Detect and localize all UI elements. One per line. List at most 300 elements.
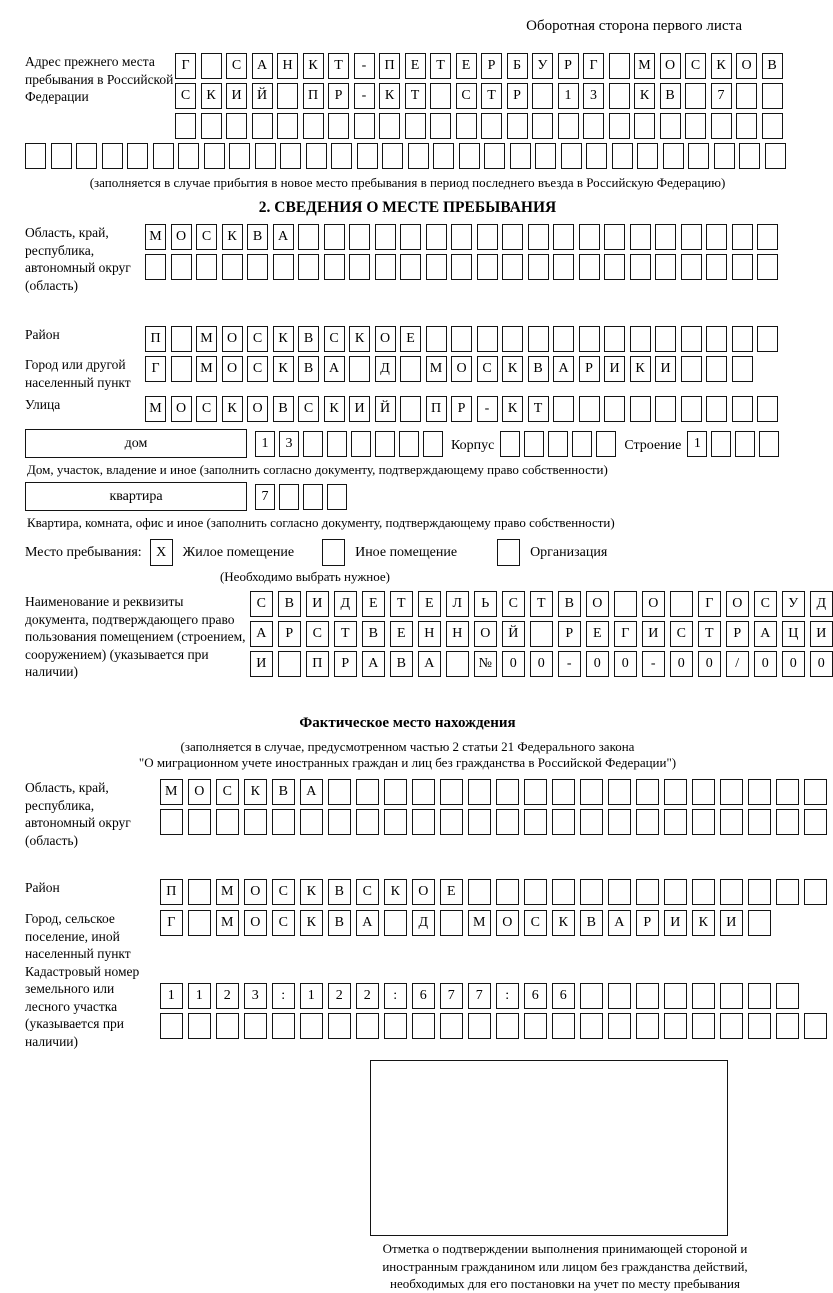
char-cell[interactable] [630,254,651,280]
char-cell[interactable]: И [250,651,273,677]
char-cell[interactable] [51,143,72,169]
char-cell[interactable] [356,809,379,835]
char-cell[interactable] [456,113,477,139]
char-cell[interactable] [278,651,301,677]
char-cell[interactable]: О [222,356,243,382]
char-cell[interactable]: Г [698,591,721,617]
char-cell[interactable]: Е [586,621,609,647]
char-cell[interactable]: А [356,910,379,936]
char-cell[interactable] [532,113,553,139]
char-cell[interactable]: И [664,910,687,936]
char-cell[interactable]: Е [418,591,441,617]
char-cell[interactable]: С [272,910,295,936]
char-cell[interactable] [664,1013,687,1039]
char-cell[interactable] [655,254,676,280]
char-cell[interactable] [298,224,319,250]
char-cell[interactable]: Р [278,621,301,647]
char-cell[interactable]: Е [456,53,477,79]
char-cell[interactable] [303,431,323,457]
char-cell[interactable] [510,143,531,169]
char-cell[interactable] [507,113,528,139]
char-cell[interactable]: В [762,53,783,79]
char-cell[interactable] [384,910,407,936]
char-cell[interactable]: В [328,910,351,936]
char-cell[interactable]: П [306,651,329,677]
char-cell[interactable]: М [145,224,166,250]
char-cell[interactable]: В [272,779,295,805]
char-cell[interactable]: 3 [244,983,267,1009]
char-cell[interactable] [685,83,706,109]
char-cell[interactable] [681,224,702,250]
char-cell[interactable]: К [222,396,243,422]
char-cell[interactable] [636,983,659,1009]
char-cell[interactable] [748,983,771,1009]
char-cell[interactable]: Р [558,621,581,647]
char-cell[interactable]: К [711,53,732,79]
char-cell[interactable]: С [196,396,217,422]
char-cell[interactable]: С [250,591,273,617]
char-cell[interactable]: И [810,621,833,647]
char-cell[interactable]: О [244,879,267,905]
char-cell[interactable] [655,326,676,352]
char-cell[interactable]: 6 [412,983,435,1009]
char-cell[interactable] [451,224,472,250]
char-cell[interactable]: В [528,356,549,382]
char-cell[interactable] [349,224,370,250]
char-cell[interactable]: 1 [300,983,323,1009]
char-cell[interactable] [664,809,687,835]
char-cell[interactable] [757,224,778,250]
char-cell[interactable]: В [298,356,319,382]
char-cell[interactable]: 0 [670,651,693,677]
char-cell[interactable]: К [222,224,243,250]
char-cell[interactable] [748,910,771,936]
char-cell[interactable] [660,113,681,139]
char-cell[interactable] [502,224,523,250]
char-cell[interactable] [102,143,123,169]
char-cell[interactable] [226,113,247,139]
char-cell[interactable] [664,879,687,905]
char-cell[interactable] [692,809,715,835]
char-cell[interactable] [247,254,268,280]
char-cell[interactable] [604,254,625,280]
char-cell[interactable]: А [608,910,631,936]
char-cell[interactable] [171,254,192,280]
char-cell[interactable] [328,1013,351,1039]
char-cell[interactable]: - [477,396,498,422]
char-cell[interactable]: С [670,621,693,647]
char-cell[interactable] [630,326,651,352]
char-cell[interactable] [579,326,600,352]
char-cell[interactable]: С [216,779,239,805]
char-cell[interactable]: Г [614,621,637,647]
char-cell[interactable] [720,983,743,1009]
char-cell[interactable] [757,396,778,422]
char-cell[interactable]: 2 [328,983,351,1009]
char-cell[interactable] [468,1013,491,1039]
char-cell[interactable] [530,621,553,647]
char-cell[interactable]: К [273,356,294,382]
char-cell[interactable] [580,779,603,805]
char-cell[interactable]: Й [252,83,273,109]
char-cell[interactable] [400,254,421,280]
char-cell[interactable] [426,326,447,352]
char-cell[interactable] [637,143,658,169]
char-cell[interactable]: 2 [356,983,379,1009]
char-cell[interactable] [757,326,778,352]
char-cell[interactable] [327,484,347,510]
char-cell[interactable]: М [468,910,491,936]
char-cell[interactable]: Р [636,910,659,936]
char-cell[interactable] [732,326,753,352]
char-cell[interactable] [612,143,633,169]
char-cell[interactable] [608,879,631,905]
char-cell[interactable] [765,143,786,169]
char-cell[interactable] [804,879,827,905]
char-cell[interactable]: В [362,621,385,647]
char-cell[interactable] [735,431,755,457]
char-cell[interactable]: О [474,621,497,647]
char-cell[interactable]: К [379,83,400,109]
char-cell[interactable] [356,779,379,805]
char-cell[interactable]: С [272,879,295,905]
char-cell[interactable]: К [300,910,323,936]
char-cell[interactable] [399,431,419,457]
char-cell[interactable]: А [418,651,441,677]
char-cell[interactable] [706,326,727,352]
char-cell[interactable] [524,779,547,805]
char-cell[interactable]: Е [400,326,421,352]
char-cell[interactable] [579,396,600,422]
char-cell[interactable] [580,1013,603,1039]
char-cell[interactable]: К [634,83,655,109]
char-cell[interactable]: - [354,53,375,79]
char-cell[interactable] [552,1013,575,1039]
char-cell[interactable]: 6 [524,983,547,1009]
char-cell[interactable] [188,910,211,936]
char-cell[interactable]: О [642,591,665,617]
char-cell[interactable] [171,326,192,352]
char-cell[interactable]: Т [430,53,451,79]
char-cell[interactable]: Е [390,621,413,647]
char-cell[interactable]: - [642,651,665,677]
char-cell[interactable] [188,1013,211,1039]
char-cell[interactable]: У [782,591,805,617]
char-cell[interactable]: О [736,53,757,79]
char-cell[interactable] [201,53,222,79]
char-cell[interactable]: И [642,621,665,647]
char-cell[interactable] [412,809,435,835]
char-cell[interactable]: О [586,591,609,617]
char-cell[interactable]: К [630,356,651,382]
char-cell[interactable]: Р [328,83,349,109]
char-cell[interactable]: 1 [255,431,275,457]
char-cell[interactable] [400,356,421,382]
char-cell[interactable] [255,143,276,169]
char-cell[interactable]: Е [362,591,385,617]
char-cell[interactable] [405,113,426,139]
char-cell[interactable] [655,224,676,250]
char-cell[interactable] [524,809,547,835]
char-cell[interactable] [630,224,651,250]
char-cell[interactable] [426,224,447,250]
char-cell[interactable] [762,113,783,139]
char-cell[interactable]: С [175,83,196,109]
char-cell[interactable] [804,1013,827,1039]
char-cell[interactable]: Т [334,621,357,647]
char-cell[interactable] [400,396,421,422]
char-cell[interactable] [664,983,687,1009]
char-cell[interactable] [776,1013,799,1039]
char-cell[interactable]: 1 [160,983,183,1009]
char-cell[interactable]: Т [698,621,721,647]
char-cell[interactable]: С [247,356,268,382]
char-cell[interactable] [762,83,783,109]
char-cell[interactable] [553,326,574,352]
char-cell[interactable]: К [244,779,267,805]
char-cell[interactable] [732,254,753,280]
char-cell[interactable]: И [720,910,743,936]
char-cell[interactable] [354,113,375,139]
char-cell[interactable]: В [660,83,681,109]
char-cell[interactable]: О [660,53,681,79]
char-cell[interactable]: К [692,910,715,936]
char-cell[interactable]: - [354,83,375,109]
char-cell[interactable] [280,143,301,169]
char-cell[interactable] [586,143,607,169]
char-cell[interactable]: Р [726,621,749,647]
char-cell[interactable]: К [324,396,345,422]
char-cell[interactable] [580,983,603,1009]
char-cell[interactable]: 7 [468,983,491,1009]
char-cell[interactable]: В [328,879,351,905]
char-cell[interactable]: О [222,326,243,352]
char-cell[interactable]: П [145,326,166,352]
char-cell[interactable] [596,431,616,457]
char-cell[interactable]: Р [334,651,357,677]
char-cell[interactable] [356,1013,379,1039]
char-cell[interactable] [720,809,743,835]
char-cell[interactable] [558,113,579,139]
char-cell[interactable] [496,809,519,835]
char-cell[interactable]: Т [328,53,349,79]
char-cell[interactable] [608,809,631,835]
char-cell[interactable]: 0 [754,651,777,677]
char-cell[interactable] [636,779,659,805]
char-cell[interactable]: А [252,53,273,79]
char-cell[interactable] [244,809,267,835]
char-cell[interactable]: А [362,651,385,677]
char-cell[interactable]: А [273,224,294,250]
char-cell[interactable] [748,779,771,805]
char-cell[interactable] [351,431,371,457]
char-cell[interactable] [440,1013,463,1039]
char-cell[interactable] [328,113,349,139]
char-cell[interactable]: В [298,326,319,352]
char-cell[interactable]: С [477,356,498,382]
char-cell[interactable] [324,224,345,250]
char-cell[interactable] [303,113,324,139]
char-cell[interactable] [300,1013,323,1039]
char-cell[interactable] [608,779,631,805]
char-cell[interactable]: Й [375,396,396,422]
char-cell[interactable]: X [150,539,173,566]
char-cell[interactable]: А [553,356,574,382]
char-cell[interactable] [244,1013,267,1039]
char-cell[interactable]: Н [446,621,469,647]
char-cell[interactable]: С [685,53,706,79]
char-cell[interactable] [451,326,472,352]
char-cell[interactable]: С [502,591,525,617]
char-cell[interactable] [216,1013,239,1039]
char-cell[interactable]: К [300,879,323,905]
char-cell[interactable] [580,879,603,905]
char-cell[interactable]: М [634,53,655,79]
char-cell[interactable] [412,1013,435,1039]
char-cell[interactable] [604,326,625,352]
char-cell[interactable] [804,779,827,805]
char-cell[interactable] [630,396,651,422]
char-cell[interactable]: - [558,651,581,677]
char-cell[interactable] [440,779,463,805]
char-cell[interactable] [160,809,183,835]
char-cell[interactable]: Т [390,591,413,617]
char-cell[interactable] [196,254,217,280]
char-cell[interactable] [500,431,520,457]
char-cell[interactable] [664,779,687,805]
char-cell[interactable] [426,254,447,280]
char-cell[interactable]: О [412,879,435,905]
char-cell[interactable] [384,1013,407,1039]
char-cell[interactable] [171,356,192,382]
char-cell[interactable] [692,779,715,805]
char-cell[interactable]: 7 [440,983,463,1009]
char-cell[interactable] [579,224,600,250]
char-cell[interactable] [153,143,174,169]
char-cell[interactable] [636,1013,659,1039]
char-cell[interactable] [732,356,753,382]
char-cell[interactable]: 0 [782,651,805,677]
char-cell[interactable]: В [247,224,268,250]
char-cell[interactable]: М [216,910,239,936]
char-cell[interactable] [548,431,568,457]
char-cell[interactable] [412,779,435,805]
char-cell[interactable] [252,113,273,139]
char-cell[interactable]: К [502,356,523,382]
char-cell[interactable]: 1 [188,983,211,1009]
char-cell[interactable]: 1 [687,431,707,457]
char-cell[interactable] [748,809,771,835]
char-cell[interactable] [502,254,523,280]
char-cell[interactable] [327,431,347,457]
char-cell[interactable] [384,779,407,805]
char-cell[interactable]: 0 [586,651,609,677]
char-cell[interactable]: С [524,910,547,936]
char-cell[interactable] [736,83,757,109]
char-cell[interactable]: Т [481,83,502,109]
char-cell[interactable] [634,113,655,139]
char-cell[interactable] [714,143,735,169]
char-cell[interactable]: Т [528,396,549,422]
char-cell[interactable] [497,539,520,566]
char-cell[interactable] [379,113,400,139]
char-cell[interactable] [204,143,225,169]
char-cell[interactable] [127,143,148,169]
char-cell[interactable] [706,224,727,250]
char-cell[interactable] [553,396,574,422]
char-cell[interactable]: К [552,910,575,936]
char-cell[interactable] [609,53,630,79]
char-cell[interactable]: Г [583,53,604,79]
char-cell[interactable]: 0 [698,651,721,677]
char-cell[interactable] [298,254,319,280]
char-cell[interactable] [609,113,630,139]
char-cell[interactable] [459,143,480,169]
char-cell[interactable] [748,1013,771,1039]
char-cell[interactable]: Р [579,356,600,382]
char-cell[interactable] [357,143,378,169]
char-cell[interactable] [322,539,345,566]
char-cell[interactable]: С [298,396,319,422]
char-cell[interactable] [732,396,753,422]
char-cell[interactable] [160,1013,183,1039]
char-cell[interactable] [561,143,582,169]
char-cell[interactable]: Т [530,591,553,617]
char-cell[interactable]: О [188,779,211,805]
char-cell[interactable] [681,396,702,422]
char-cell[interactable] [145,254,166,280]
char-cell[interactable]: 0 [530,651,553,677]
char-cell[interactable]: О [171,396,192,422]
char-cell[interactable]: 7 [711,83,732,109]
char-cell[interactable] [481,113,502,139]
char-cell[interactable] [477,254,498,280]
char-cell[interactable] [552,779,575,805]
char-cell[interactable] [306,143,327,169]
char-cell[interactable]: П [426,396,447,422]
char-cell[interactable]: А [754,621,777,647]
char-cell[interactable]: К [201,83,222,109]
char-cell[interactable] [216,809,239,835]
char-cell[interactable]: И [604,356,625,382]
char-cell[interactable]: В [278,591,301,617]
char-cell[interactable] [604,396,625,422]
char-cell[interactable] [608,1013,631,1039]
char-cell[interactable] [552,879,575,905]
char-cell[interactable] [468,779,491,805]
char-cell[interactable]: П [379,53,400,79]
char-cell[interactable] [496,879,519,905]
char-cell[interactable]: Ь [474,591,497,617]
char-cell[interactable] [681,356,702,382]
char-cell[interactable] [384,809,407,835]
char-cell[interactable] [272,809,295,835]
char-cell[interactable]: В [580,910,603,936]
char-cell[interactable]: С [754,591,777,617]
char-cell[interactable]: : [272,983,295,1009]
house-type-box[interactable]: дом [25,429,247,458]
char-cell[interactable]: М [196,326,217,352]
char-cell[interactable]: П [160,879,183,905]
char-cell[interactable]: 3 [279,431,299,457]
char-cell[interactable]: Д [412,910,435,936]
char-cell[interactable]: Д [375,356,396,382]
char-cell[interactable]: Е [440,879,463,905]
char-cell[interactable]: О [375,326,396,352]
char-cell[interactable]: 3 [583,83,604,109]
char-cell[interactable] [748,879,771,905]
char-cell[interactable] [349,356,370,382]
